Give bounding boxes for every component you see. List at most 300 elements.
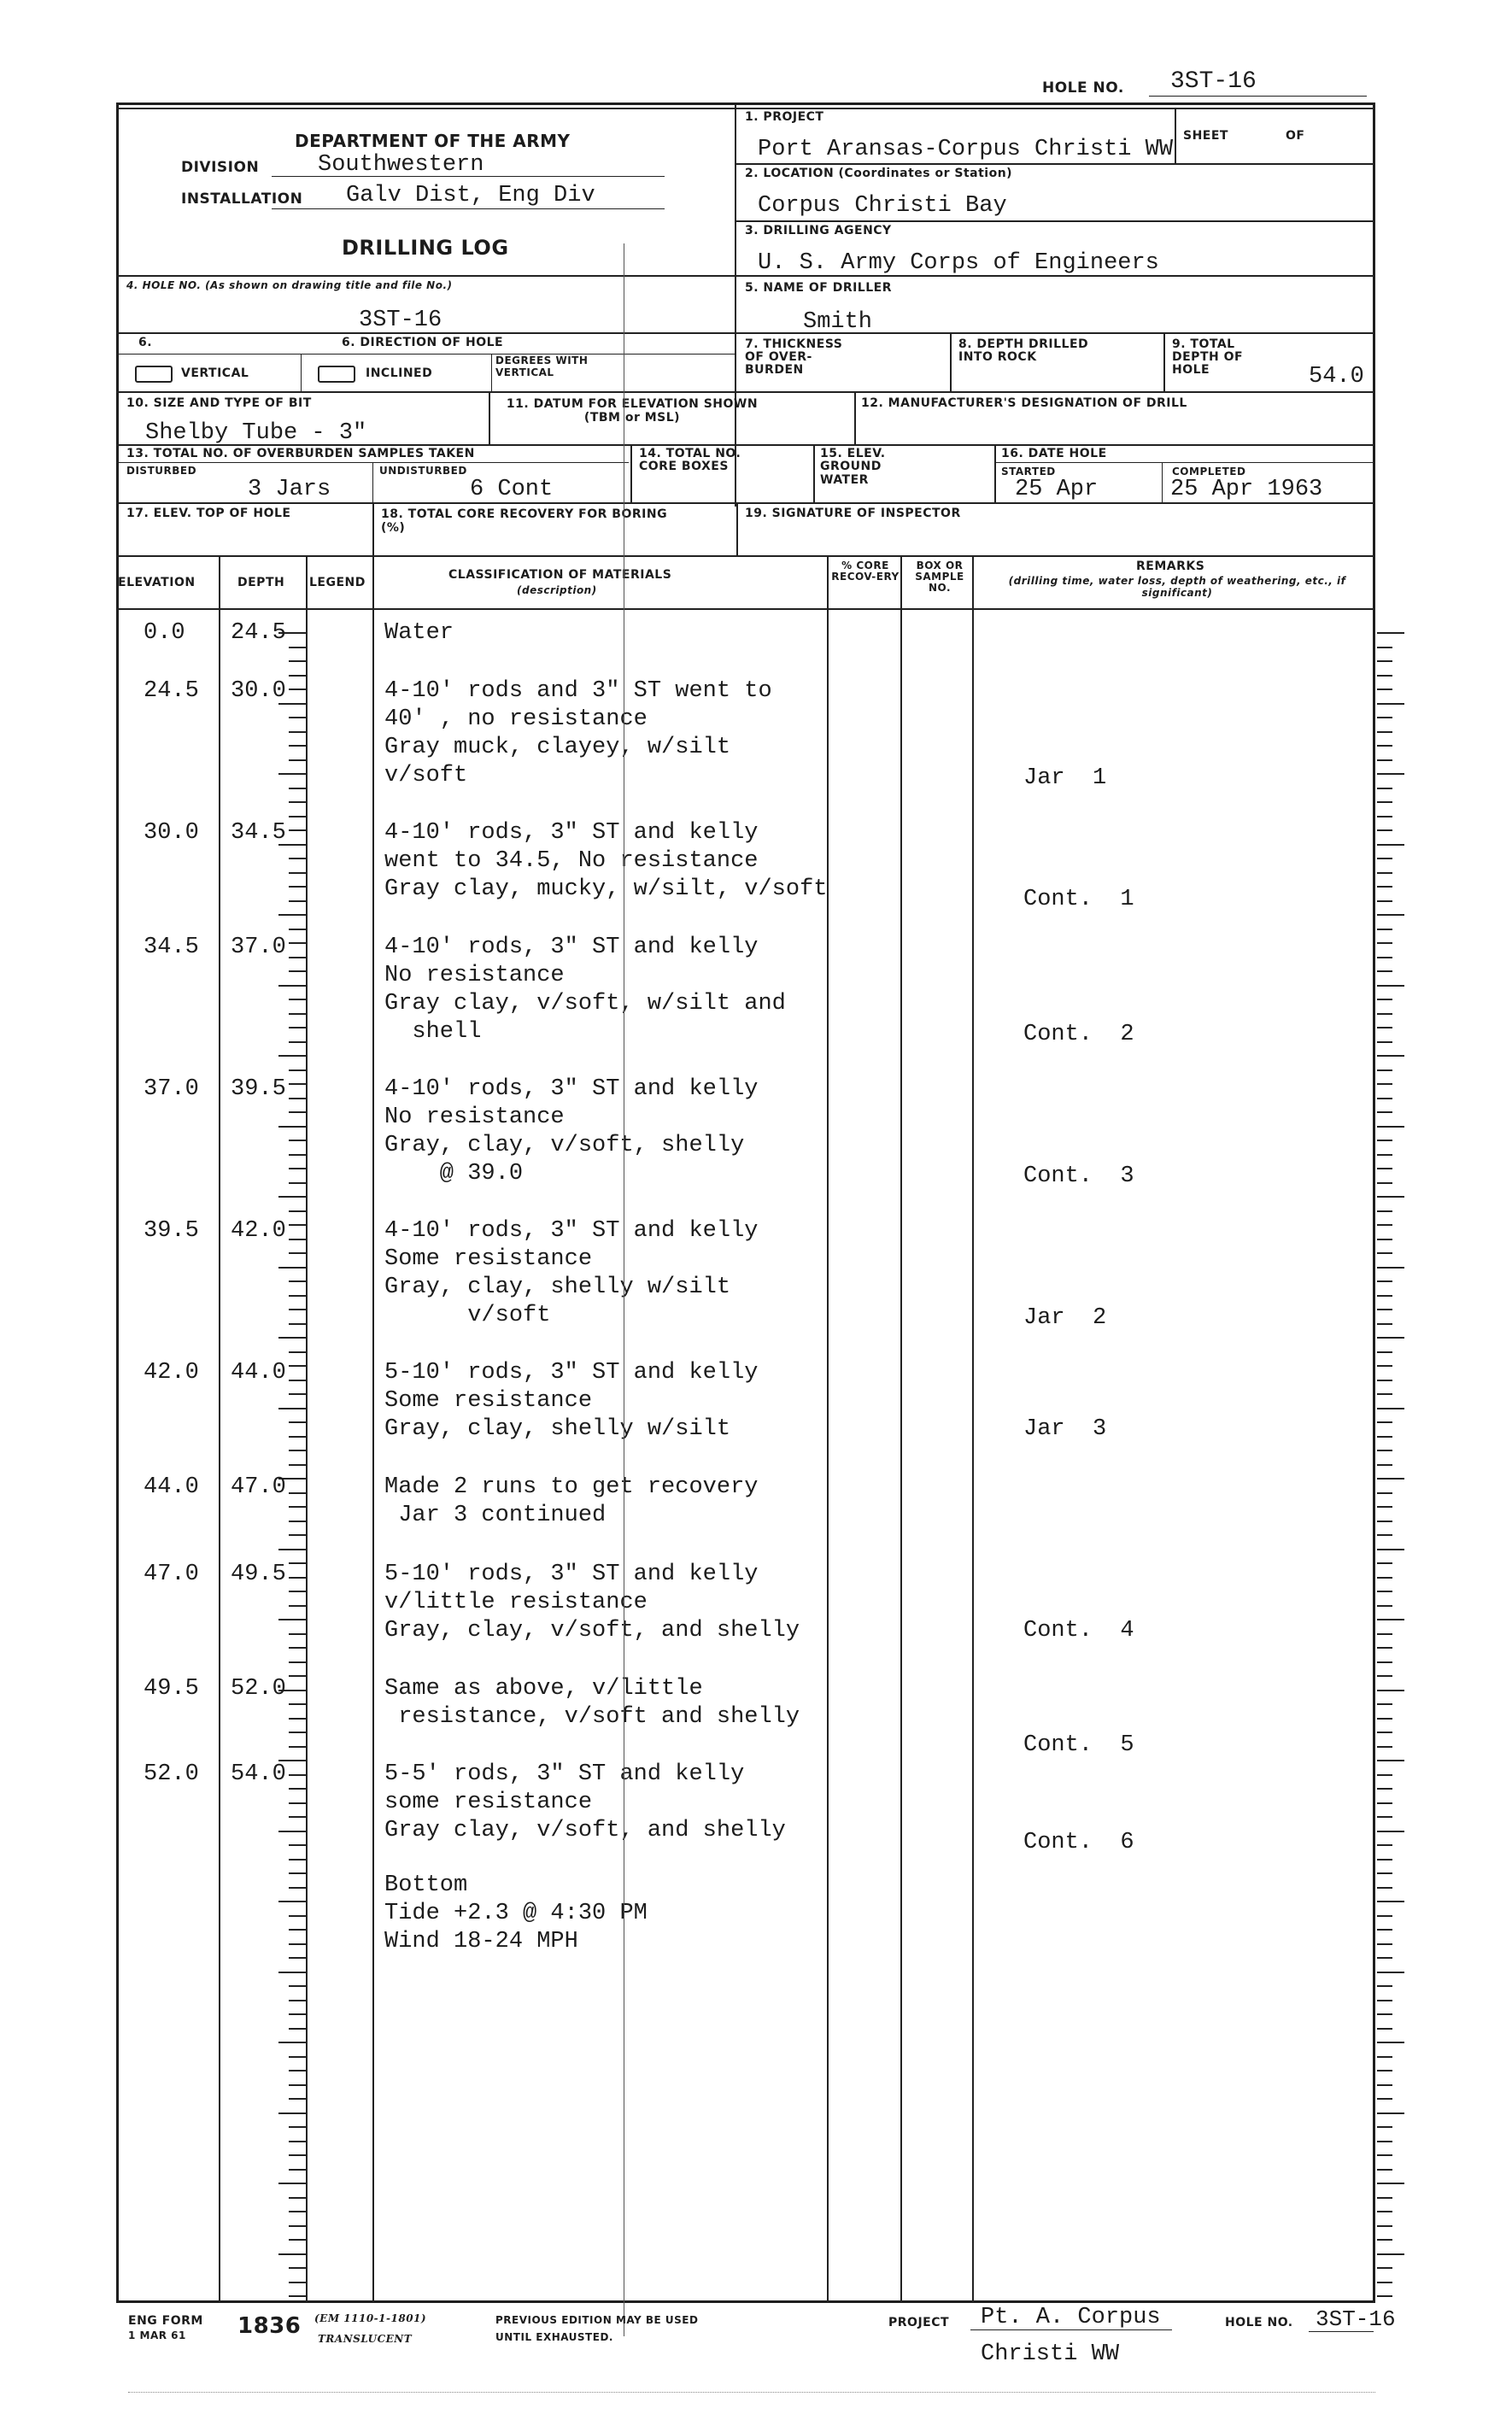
- right-scale-tick: [1377, 957, 1392, 958]
- datum-label: 11. DATUM FOR ELEVATION SHOWN (TBM or MSL): [506, 397, 759, 425]
- depth-tick: [289, 1295, 306, 1297]
- right-scale-tick: [1377, 1872, 1392, 1874]
- right-scale-tick: [1377, 1013, 1392, 1015]
- date-divider: [1162, 462, 1163, 502]
- row-description-line: Gray, clay, shelly w/silt: [384, 1416, 731, 1442]
- right-scale-tick: [1377, 1577, 1392, 1579]
- depth-tick: [289, 717, 306, 718]
- depth-tick: [289, 2070, 306, 2071]
- right-scale-tick: [1377, 1591, 1392, 1592]
- depth-tick: [289, 1788, 306, 1790]
- col-line-elevation: [219, 555, 220, 2303]
- depth-tick: [289, 1351, 306, 1353]
- elev-top-label: 17. ELEV. TOP OF HOLE: [126, 507, 291, 520]
- right-scale-tick: [1377, 1521, 1392, 1522]
- division-label: DIVISION: [181, 159, 260, 176]
- footer-project-label: PROJECT: [888, 2316, 950, 2329]
- right-scale-tick: [1377, 985, 1404, 987]
- footer-previous-2: UNTIL EXHAUSTED.: [495, 2331, 613, 2343]
- top-hole-no-value: 3ST-16: [1170, 68, 1257, 95]
- row-description-line: Gray muck, clayey, w/silt: [384, 735, 731, 760]
- location-value: Corpus Christi Bay: [758, 193, 1007, 219]
- depth-tick: [289, 1421, 306, 1423]
- row-description-line: 40' , no resistance: [384, 706, 648, 732]
- right-scale-tick: [1377, 2000, 1392, 2001]
- right-scale-tick: [1377, 1718, 1392, 1720]
- sheet-of-label: OF: [1286, 129, 1305, 143]
- col-line-legend: [372, 555, 374, 2303]
- right-scale-tick: [1377, 2183, 1404, 2184]
- right-scale-tick: [1377, 1421, 1392, 1423]
- depth-tick: [278, 2042, 306, 2043]
- undisturbed-value: 6 Cont: [470, 477, 554, 502]
- depth-tick: [278, 985, 306, 987]
- col-elevation: ELEVATION: [118, 576, 196, 589]
- line-after-driller: [116, 332, 1375, 334]
- bit-value: Shelby Tube - 3": [145, 420, 367, 446]
- right-scale-tick: [1377, 647, 1392, 648]
- depth-tick: [278, 914, 306, 916]
- hole-no-label: 4. HOLE NO. (As shown on drawing title and file No.): [126, 279, 453, 291]
- footer-previous-1: PREVIOUS EDITION MAY BE USED: [495, 2314, 699, 2326]
- footer-hole-no-value: 3ST-16: [1316, 2306, 1396, 2332]
- depth-tick: [289, 1633, 306, 1635]
- depth-tick: [289, 1887, 306, 1889]
- depth-tick: [289, 1718, 306, 1720]
- depth-tick: [289, 872, 306, 874]
- depth-tick: [289, 1661, 306, 1663]
- direction-divider-2: [491, 354, 492, 391]
- row-description-line: 4-10' rods, 3" ST and kelly: [384, 820, 759, 846]
- right-scale-tick: [1377, 1929, 1392, 1931]
- right-scale-tick: [1377, 1168, 1392, 1169]
- footer-em: (EM 1110-1-1801): [314, 2312, 427, 2324]
- depth-tick: [289, 829, 306, 831]
- footer-form-no: 1836: [237, 2313, 302, 2339]
- right-scale-tick: [1377, 1506, 1392, 1508]
- row-description-line: 5-10' rods, 3" ST and kelly: [384, 1360, 759, 1386]
- inclined-checkbox[interactable]: [318, 366, 355, 383]
- right-scale-tick: [1377, 942, 1392, 944]
- row-description-line: Gray clay, v/soft, w/silt and: [384, 991, 786, 1017]
- row-description-line: Jar 3 continued: [384, 1503, 607, 1528]
- col-line-core: [900, 555, 902, 2303]
- right-scale-tick: [1377, 1295, 1392, 1297]
- row-remark: Cont. 4: [1023, 1618, 1134, 1644]
- completed-value: 25 Apr 1963: [1170, 477, 1323, 502]
- division-value: Southwestern: [318, 152, 484, 178]
- line-after-row10: [116, 444, 1375, 446]
- depth-rock-label: 8. DEPTH DRILLED INTO ROCK: [958, 337, 1089, 365]
- total-depth-label: 9. TOTAL DEPTH OF HOLE: [1172, 337, 1244, 378]
- row-elevation: 52.0: [144, 1761, 199, 1787]
- row-description-line: resistance, v/soft and shelly: [384, 1704, 800, 1730]
- row-remark: Cont. 5: [1023, 1732, 1134, 1758]
- vertical-checkbox[interactable]: [135, 366, 173, 383]
- samples-divider: [372, 462, 373, 502]
- core-boxes-label: 14. TOTAL NO. CORE BOXES: [639, 447, 741, 474]
- depth-tick: [289, 1365, 306, 1367]
- row17-divider-1: [372, 502, 374, 555]
- right-scale-tick: [1377, 886, 1392, 888]
- depth-tick: [289, 1577, 306, 1579]
- right-scale-tick: [1377, 1323, 1392, 1325]
- depth-tick: [289, 788, 306, 789]
- row-description-line: Gray, clay, v/soft, shelly: [384, 1133, 745, 1158]
- right-scale-tick: [1377, 1154, 1392, 1156]
- depth-tick: [289, 1943, 306, 1945]
- disturbed-label: DISTURBED: [126, 465, 197, 477]
- depth-tick: [289, 1083, 306, 1085]
- row-description-line: 5-10' rods, 3" ST and kelly: [384, 1562, 759, 1587]
- row-description-line: Wind 18-24 MPH: [384, 1929, 578, 1954]
- row-elevation: 42.0: [144, 1360, 199, 1386]
- right-scale-tick: [1377, 970, 1392, 972]
- date-subline: [996, 462, 1375, 463]
- right-scale-tick: [1377, 759, 1392, 761]
- depth-tick: [289, 2028, 306, 2030]
- depth-tick: [289, 1534, 306, 1536]
- right-scale-tick: [1377, 788, 1392, 789]
- right-scale-tick: [1377, 1252, 1392, 1254]
- depth-tick: [289, 1252, 306, 1254]
- depth-tick: [289, 1140, 306, 1141]
- right-scale-tick: [1377, 1380, 1392, 1381]
- depth-tick: [278, 1196, 306, 1198]
- depth-tick: [289, 2013, 306, 2015]
- line-after-row6: [116, 391, 1375, 393]
- row-description-line: Made 2 runs to get recovery: [384, 1474, 759, 1500]
- col-line-box: [972, 555, 974, 2303]
- row-description-line: Same as above, v/little: [384, 1676, 703, 1702]
- ground-water-label: 15. ELEV. GROUND WATER: [820, 447, 886, 487]
- completed-label: COMPLETED: [1172, 466, 1246, 478]
- bit-label: 10. SIZE AND TYPE OF BIT: [126, 396, 312, 410]
- right-scale-tick: [1377, 2141, 1392, 2142]
- footer-form-date: 1 MAR 61: [128, 2329, 186, 2341]
- row-description-line: 4-10' rods, 3" ST and kelly: [384, 1218, 759, 1244]
- depth-tick: [289, 731, 306, 733]
- right-scale-tick: [1377, 2154, 1392, 2156]
- row-depth: 24.5: [231, 620, 286, 646]
- right-scale-tick: [1377, 2028, 1392, 2030]
- depth-tick: [289, 2295, 306, 2297]
- depth-tick: [289, 1224, 306, 1226]
- depth-tick: [289, 858, 306, 859]
- row-elevation: 49.5: [144, 1676, 199, 1702]
- depth-tick: [289, 2267, 306, 2269]
- row-description-line: Water: [384, 620, 454, 646]
- depth-tick: [289, 2000, 306, 2001]
- right-scale-tick: [1377, 1690, 1404, 1691]
- row-description-line: v/soft: [384, 763, 468, 788]
- col-remarks: REMARKS: [1136, 560, 1205, 573]
- degrees-label: DEGREES WITH VERTICAL: [495, 355, 589, 378]
- right-scale-tick: [1377, 1619, 1404, 1620]
- right-scale-tick: [1377, 829, 1392, 831]
- depth-tick: [289, 1929, 306, 1931]
- row-remark: Cont. 6: [1023, 1830, 1134, 1855]
- right-scale-tick: [1377, 1887, 1392, 1889]
- right-scale-tick: [1377, 816, 1392, 817]
- depth-tick: [289, 745, 306, 747]
- right-scale-tick: [1377, 2239, 1392, 2241]
- depth-tick: [289, 1464, 306, 1466]
- right-scale-tick: [1377, 1464, 1392, 1466]
- right-scale-tick: [1377, 2197, 1392, 2199]
- right-scale-tick: [1377, 773, 1404, 775]
- row10-divider-2: [854, 391, 856, 444]
- right-scale-tick: [1377, 689, 1392, 690]
- depth-tick: [289, 1492, 306, 1494]
- depth-tick: [278, 1055, 306, 1057]
- depth-tick: [289, 2141, 306, 2142]
- right-scale-tick: [1377, 2282, 1392, 2283]
- row-description-line: No resistance: [384, 1105, 565, 1130]
- direction-divider-1: [301, 354, 302, 391]
- right-scale-tick: [1377, 1703, 1392, 1705]
- depth-tick: [289, 900, 306, 902]
- installation-underline: [272, 208, 665, 209]
- depth-tick: [278, 1549, 306, 1550]
- inclined-label: INCLINED: [366, 366, 433, 380]
- row-depth: 30.0: [231, 678, 286, 704]
- right-scale-tick: [1377, 1098, 1392, 1099]
- depth-tick: [289, 1732, 306, 1733]
- depth-tick: [289, 2225, 306, 2227]
- right-scale-tick: [1377, 1055, 1404, 1057]
- direction-label: 6. DIRECTION OF HOLE: [342, 336, 504, 349]
- row-elevation: 30.0: [144, 820, 199, 846]
- row-description-line: Some resistance: [384, 1388, 593, 1414]
- right-scale-tick: [1377, 1224, 1392, 1226]
- footer-hole-no-underline: [1309, 2331, 1374, 2332]
- samples-label: 13. TOTAL NO. OF OVERBURDEN SAMPLES TAKEN: [126, 447, 475, 460]
- right-scale-tick: [1377, 1083, 1392, 1085]
- depth-tick: [289, 1393, 306, 1395]
- right-scale-tick: [1377, 1069, 1392, 1071]
- row-description-line: went to 34.5, No resistance: [384, 848, 759, 874]
- row-description-line: some resistance: [384, 1790, 593, 1815]
- row-description-line: No resistance: [384, 963, 565, 988]
- row-description-line: 4-10' rods, 3" ST and kelly: [384, 935, 759, 960]
- depth-tick: [289, 929, 306, 930]
- row-depth: 42.0: [231, 1218, 286, 1244]
- depth-tick: [289, 675, 306, 677]
- right-scale-tick: [1377, 1802, 1392, 1804]
- depth-tick: [289, 1802, 306, 1804]
- right-scale-tick: [1377, 1393, 1392, 1395]
- footer-translucent: TRANSLUCENT: [318, 2333, 413, 2345]
- depth-tick: [289, 2239, 306, 2241]
- col-depth: DEPTH: [237, 576, 285, 589]
- row-description-line: Bottom: [384, 1872, 468, 1898]
- row7-divider-2: [1163, 333, 1165, 391]
- depth-tick: [289, 1013, 306, 1015]
- right-scale-tick: [1377, 1140, 1392, 1141]
- right-scale-tick: [1377, 1196, 1404, 1198]
- row-remark: Cont. 2: [1023, 1022, 1134, 1047]
- right-scale-tick: [1377, 2169, 1392, 2171]
- footer-project-line2: Christi WW: [981, 2341, 1120, 2367]
- installation-label: INSTALLATION: [181, 190, 303, 208]
- depth-tick: [278, 1901, 306, 1902]
- depth-tick: [289, 1027, 306, 1028]
- row-elevation: 0.0: [144, 620, 185, 646]
- depth-tick: [289, 1309, 306, 1310]
- right-scale-tick: [1377, 2042, 1404, 2043]
- row-remark: Jar 2: [1023, 1305, 1107, 1331]
- right-scale-tick: [1377, 2267, 1392, 2269]
- depth-tick: [289, 1041, 306, 1043]
- depth-tick: [289, 1323, 306, 1325]
- row13-divider-1: [630, 444, 632, 502]
- sheet-divider: [1175, 108, 1176, 164]
- right-scale-tick: [1377, 1647, 1392, 1649]
- depth-tick: [289, 647, 306, 648]
- row-remark: Cont. 1: [1023, 887, 1134, 912]
- undisturbed-label: UNDISTURBED: [379, 465, 467, 477]
- line-after-project: [736, 163, 1375, 165]
- depth-tick: [289, 689, 306, 690]
- project-label: 1. PROJECT: [745, 110, 824, 124]
- total-depth-value: 54.0: [1309, 364, 1364, 390]
- right-scale-tick: [1377, 1788, 1392, 1790]
- right-scale-tick: [1377, 1901, 1404, 1902]
- right-scale-tick: [1377, 1774, 1392, 1776]
- right-scale-tick: [1377, 2295, 1392, 2297]
- right-scale-tick: [1377, 2056, 1392, 2058]
- right-scale-tick: [1377, 1337, 1404, 1339]
- right-scale-tick: [1377, 1450, 1392, 1451]
- right-scale-tick: [1377, 1562, 1392, 1564]
- depth-tick: [278, 2183, 306, 2184]
- row-description-line: Gray, clay, v/soft, and shelly: [384, 1618, 800, 1644]
- depth-tick: [289, 970, 306, 972]
- right-scale-tick: [1377, 1633, 1392, 1635]
- right-scale-tick: [1377, 1915, 1392, 1917]
- date-hole-label: 16. DATE HOLE: [1001, 447, 1107, 460]
- right-scale-tick: [1377, 2070, 1392, 2071]
- right-scale-tick: [1377, 2225, 1392, 2227]
- department-label: DEPARTMENT OF THE ARMY: [295, 131, 571, 151]
- core-recovery-label: 18. TOTAL CORE RECOVERY FOR BORING (%): [381, 507, 668, 536]
- depth-tick: [278, 1267, 306, 1269]
- row-remark: Jar 3: [1023, 1416, 1107, 1442]
- col-classification: CLASSIFICATION OF MATERIALS: [448, 568, 672, 582]
- right-scale-tick: [1377, 1943, 1392, 1945]
- depth-tick: [289, 1280, 306, 1282]
- row-depth: 54.0: [231, 1761, 286, 1787]
- right-scale-tick: [1377, 2211, 1392, 2212]
- depth-tick: [289, 1746, 306, 1748]
- thickness-label: 7. THICKNESS OF OVER-BURDEN: [745, 337, 843, 378]
- depth-tick: [278, 1126, 306, 1128]
- depth-tick: [289, 1774, 306, 1776]
- col-line-depth: [306, 555, 308, 2303]
- depth-tick: [289, 1168, 306, 1169]
- row-elevation: 24.5: [144, 678, 199, 704]
- depth-tick: [289, 1816, 306, 1818]
- footer-hole-no-label: HOLE NO.: [1225, 2316, 1293, 2329]
- line-after-location: [736, 220, 1375, 222]
- depth-tick: [289, 2126, 306, 2128]
- right-scale-tick: [1377, 1041, 1392, 1043]
- depth-tick: [289, 1111, 306, 1113]
- row-elevation: 47.0: [144, 1562, 199, 1587]
- project-value: Port Aransas-Corpus Christi WW: [758, 137, 1174, 162]
- row-elevation: 37.0: [144, 1076, 199, 1102]
- right-scale-tick: [1377, 1746, 1392, 1748]
- depth-tick: [289, 801, 306, 803]
- depth-tick: [289, 2154, 306, 2156]
- row13-divider-3: [994, 444, 996, 502]
- depth-tick: [289, 1872, 306, 1874]
- right-scale-tick: [1377, 675, 1392, 677]
- depth-tick: [289, 1069, 306, 1071]
- line-after-row13: [116, 502, 1375, 504]
- right-scale-tick: [1377, 2253, 1404, 2255]
- row13-divider-2: [813, 444, 815, 502]
- right-scale-tick: [1377, 660, 1392, 662]
- right-scale-tick: [1377, 1365, 1392, 1367]
- row10-divider-1: [489, 391, 490, 444]
- col-core-recovery: % CORE RECOV-ERY: [831, 560, 900, 583]
- right-scale-tick: [1377, 999, 1392, 1000]
- agency-value: U. S. Army Corps of Engineers: [758, 250, 1159, 276]
- row-description-line: 5-5' rods, 3" ST and kelly: [384, 1761, 745, 1787]
- depth-tick: [289, 2282, 306, 2283]
- right-scale-tick: [1377, 2098, 1392, 2100]
- right-scale-tick: [1377, 858, 1392, 859]
- depth-tick: [289, 1915, 306, 1917]
- depth-tick: [289, 1859, 306, 1861]
- row17-divider-2: [736, 502, 738, 555]
- depth-tick: [278, 2112, 306, 2114]
- row-elevation: 34.5: [144, 935, 199, 960]
- line-after-agency: [116, 275, 1375, 277]
- right-scale-tick: [1377, 2112, 1404, 2114]
- row-remark: Jar 1: [1023, 765, 1107, 791]
- right-scale-tick: [1377, 1816, 1392, 1818]
- depth-tick: [289, 2098, 306, 2100]
- row-depth: 49.5: [231, 1562, 286, 1587]
- right-scale-tick: [1377, 801, 1392, 803]
- depth-tick: [289, 2056, 306, 2058]
- installation-value: Galv Dist, Eng Div: [346, 183, 595, 208]
- footer-eng-form: ENG FORM: [128, 2314, 203, 2328]
- right-scale-tick: [1377, 717, 1392, 718]
- right-scale-tick: [1377, 1985, 1392, 1987]
- col-classification-sub: (description): [517, 584, 597, 596]
- agency-label: 3. DRILLING AGENCY: [745, 224, 892, 237]
- depth-tick: [289, 2197, 306, 2199]
- depth-tick: [289, 1675, 306, 1677]
- started-label: STARTED: [1001, 466, 1056, 478]
- depth-tick: [278, 1972, 306, 1973]
- depth-tick: [289, 1506, 306, 1508]
- right-scale-tick: [1377, 1732, 1392, 1733]
- right-scale-tick: [1377, 632, 1404, 634]
- frame-double-line: [116, 108, 1375, 109]
- right-scale-tick: [1377, 1859, 1392, 1861]
- footer-project-line1: Pt. A. Corpus: [981, 2305, 1161, 2330]
- depth-tick: [289, 2169, 306, 2171]
- right-scale-tick: [1377, 1309, 1392, 1310]
- depth-tick: [289, 1562, 306, 1564]
- row-elevation: 44.0: [144, 1474, 199, 1500]
- depth-tick: [289, 1647, 306, 1649]
